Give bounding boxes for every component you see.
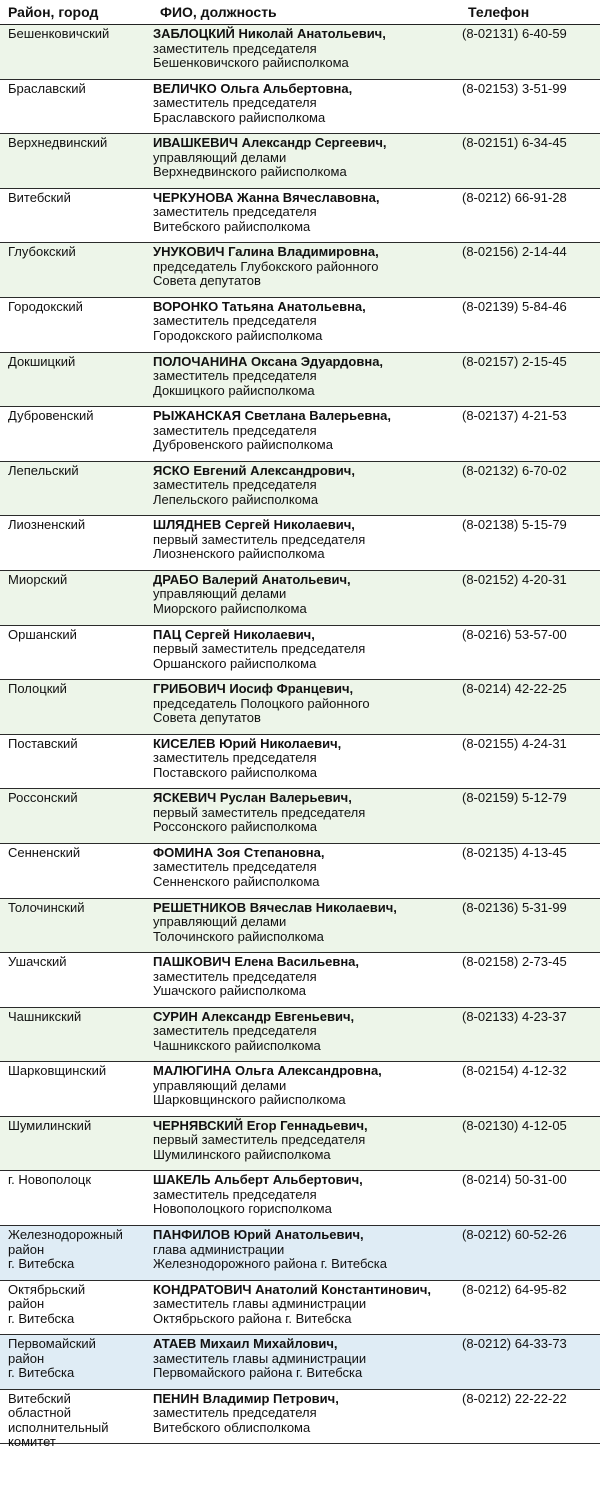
person-cell [153, 464, 458, 508]
person-position: заместитель председателя Ушачского райисполкома [153, 968, 317, 999]
phone-number: (8-0212) 64-95-82 [462, 1281, 567, 1297]
person-cell [153, 737, 458, 781]
district-cell [8, 1119, 150, 1134]
person-cell [153, 628, 458, 672]
district-name: Шарковщинский [8, 1063, 107, 1079]
phone-number: (8-02136) 5-31-99 [462, 899, 567, 915]
phone-number: (8-02153) 3-51-99 [462, 80, 567, 96]
district-name: г. Витебска [8, 1365, 75, 1381]
district-name: Дубровенский [8, 408, 94, 424]
person-name: ПОЛОЧАНИНА Оксана Эдуардовна, [153, 353, 384, 369]
district-cell [8, 300, 150, 315]
person-position: заместитель председателя Докшицкого райисполкома [153, 368, 317, 398]
header-phone: Телефон [468, 4, 530, 20]
table-row [0, 735, 600, 790]
district-name: Глубокский [8, 244, 76, 260]
person-position: первый заместитель председателя Оршанского райисполкома [153, 641, 366, 671]
person-position: первый заместитель председателя Россонского райисполкома [153, 804, 366, 835]
table-body [0, 25, 600, 1450]
person-position: глава администрации Железнодорожного района г. Витебска [153, 1241, 387, 1272]
district-name: Верхнедвинский [8, 135, 108, 151]
person-cell [153, 245, 458, 289]
district-name: Городокский [8, 298, 83, 314]
district-cell [8, 791, 150, 806]
district-cell [8, 955, 150, 970]
district-cell [8, 355, 150, 370]
person-cell [153, 682, 458, 726]
phone-number: (8-02155) 4-24-31 [462, 735, 567, 751]
table-row [0, 626, 600, 681]
phone-number: (8-02139) 5-84-46 [462, 298, 567, 314]
phone-number: (8-02151) 6-34-45 [462, 135, 567, 151]
table-row [0, 298, 600, 353]
person-position: управляющий делами Миорского райисполкома [153, 586, 307, 616]
person-cell [153, 355, 458, 399]
person-name: ЧЕРНЯВСКИЙ Егор Геннадьевич, [153, 1117, 368, 1133]
person-name: ВЕЛИЧКО Ольга Альбертовна, [153, 80, 353, 96]
district-name: Витебский [8, 1390, 71, 1406]
person-position: управляющий делами Верхнедвинского райисполкома [153, 149, 347, 180]
phone-number: (8-0212) 60-52-26 [462, 1227, 567, 1243]
district-name: Лепельский [8, 462, 79, 478]
table-row [0, 899, 600, 954]
person-name: УНУКОВИЧ Галина Владимировна, [153, 244, 379, 260]
person-name: МАЛЮГИНА Ольга Александровна, [153, 1063, 382, 1079]
district-cell [8, 245, 150, 260]
district-name: г. Новополоцк [8, 1172, 92, 1188]
district-name: Браславский [8, 80, 86, 96]
table-row [0, 516, 600, 571]
person-cell [153, 791, 458, 835]
person-position: заместитель главы администрации Октябрьского района г. Витебска [153, 1296, 367, 1326]
district-name: г. Витебска [8, 1310, 75, 1326]
district-cell [8, 518, 150, 533]
person-cell [153, 1392, 458, 1436]
person-cell [153, 1010, 458, 1054]
table-row [0, 1226, 600, 1281]
district-name: район [8, 1296, 45, 1312]
person-position: первый заместитель председателя Шумилинского райисполкома [153, 1132, 366, 1162]
person-name: РЫЖАНСКАЯ Светлана Валерьевна, [153, 408, 392, 424]
person-name: ПЕНИН Владимир Петрович, [153, 1390, 339, 1406]
table-row [0, 25, 600, 80]
district-cell [8, 136, 150, 151]
table-row [0, 789, 600, 844]
phone-number: (8-02137) 4-21-53 [462, 408, 567, 424]
person-position: управляющий делами Толочинского райисполкома [153, 914, 324, 944]
person-name: СУРИН Александр Евгеньевич, [153, 1008, 355, 1024]
district-cell [8, 682, 150, 697]
phone-number: (8-02133) 4-23-37 [462, 1008, 567, 1024]
person-name: РЕШЕТНИКОВ Вячеслав Николаевич, [153, 899, 397, 915]
person-name: КИСЕЛЕВ Юрий Николаевич, [153, 735, 342, 751]
person-name: ПАНФИЛОВ Юрий Анатольевич, [153, 1227, 364, 1243]
table-row [0, 953, 600, 1008]
person-name: ЗАБЛОЦКИЙ Николай Анатольевич, [153, 26, 386, 41]
person-name: ЯСКО Евгений Александрович, [153, 462, 355, 478]
phone-number: (8-0212) 22-22-22 [462, 1390, 567, 1406]
person-name: ФОМИНА Зоя Степановна, [153, 844, 325, 860]
table-row [0, 353, 600, 408]
person-name: АТАЕВ Михаил Михайлович, [153, 1336, 338, 1352]
district-cell [8, 1337, 150, 1381]
district-name: район [8, 1241, 45, 1257]
phone-number: (8-0214) 50-31-00 [462, 1172, 567, 1188]
district-name: Докшицкий [8, 353, 76, 369]
district-name: Лиозненский [8, 517, 86, 533]
district-name: Чашникский [8, 1008, 82, 1024]
person-cell [153, 1173, 458, 1217]
person-cell [153, 136, 458, 180]
phone-number: (8-02132) 6-70-02 [462, 462, 567, 478]
table-row [0, 1281, 600, 1336]
district-name: Шумилинский [8, 1117, 92, 1133]
table-row [0, 1008, 600, 1063]
person-position: заместитель председателя Чашникского райисполкома [153, 1023, 321, 1053]
district-name: комитет [8, 1434, 56, 1450]
phone-number: (8-02159) 5-12-79 [462, 790, 567, 806]
person-cell [153, 901, 458, 945]
phone-number: (8-0214) 42-22-25 [462, 681, 567, 697]
person-cell [153, 191, 458, 235]
table-row [0, 80, 600, 135]
table-row [0, 134, 600, 189]
person-cell [153, 1064, 458, 1108]
phone-number: (8-02157) 2-15-45 [462, 353, 567, 369]
district-name: Октябрьский [8, 1281, 86, 1297]
table-row [0, 1171, 600, 1226]
person-position: заместитель председателя Витебского райисполкома [153, 204, 317, 234]
phone-number: (8-02154) 4-12-32 [462, 1063, 567, 1079]
phone-number: (8-0212) 64-33-73 [462, 1336, 567, 1352]
phone-number: (8-02158) 2-73-45 [462, 954, 567, 970]
table-row [0, 407, 600, 462]
person-position: заместитель председателя Лепельского райисполкома [153, 477, 319, 507]
person-cell [153, 573, 458, 617]
person-position: заместитель председателя Браславского райисполкома [153, 95, 326, 125]
person-name: ШАКЕЛЬ Альберт Альбертович, [153, 1172, 363, 1188]
district-name: областной [8, 1405, 72, 1421]
district-cell [8, 846, 150, 861]
person-name: ДРАБО Валерий Анатольевич, [153, 571, 351, 587]
person-position: заместитель председателя Новополоцкого горисполкома [153, 1186, 332, 1217]
person-name: ИВАШКЕВИЧ Александр Сергеевич, [153, 135, 387, 151]
district-cell [8, 191, 150, 206]
person-name: ЯСКЕВИЧ Руслан Валерьевич, [153, 790, 352, 806]
person-position: заместитель председателя Витебского облисполкома [153, 1405, 317, 1435]
district-cell [8, 409, 150, 424]
district-cell [8, 464, 150, 479]
table-row [0, 1117, 600, 1172]
person-cell [153, 82, 458, 126]
district-name: г. Витебска [8, 1256, 75, 1272]
district-cell [8, 1228, 150, 1272]
person-name: ПАЦ Сергей Николаевич, [153, 626, 315, 642]
table-header [0, 0, 600, 25]
person-position: заместитель председателя Дубровенского райисполкома [153, 422, 333, 453]
district-cell [8, 27, 150, 42]
district-name: Первомайский [8, 1336, 96, 1352]
phone-number: (8-02130) 4-12-05 [462, 1117, 567, 1133]
person-cell [153, 518, 458, 562]
person-cell [153, 1283, 458, 1327]
district-name: Миорский [8, 571, 68, 587]
district-name: Витебский [8, 189, 71, 205]
phone-number: (8-0212) 66-91-28 [462, 189, 567, 205]
person-name: ШЛЯДНЕВ Сергей Николаевич, [153, 517, 355, 533]
person-position: первый заместитель председателя Лиозненского райисполкома [153, 531, 366, 562]
person-position: председатель Глубокского районного Совета депутатов [153, 258, 379, 289]
table-row [0, 1335, 600, 1390]
district-cell [8, 901, 150, 916]
person-cell [153, 846, 458, 890]
table-row [0, 462, 600, 517]
person-cell [153, 27, 458, 71]
header-district: Район, город [8, 4, 99, 20]
table-row [0, 1390, 600, 1450]
person-name: ГРИБОВИЧ Иосиф Францевич, [153, 681, 354, 697]
person-name: ВОРОНКО Татьяна Анатольевна, [153, 298, 366, 314]
district-name: Оршанский [8, 626, 77, 642]
person-name: ЧЕРКУНОВА Жанна Вячеславовна, [153, 189, 380, 205]
person-position: заместитель председателя Городокского райисполкома [153, 313, 323, 343]
district-cell [8, 82, 150, 97]
district-name: Толочинский [8, 899, 85, 915]
district-name: район [8, 1350, 45, 1366]
district-name: Россонский [8, 790, 78, 806]
district-cell [8, 1283, 150, 1327]
person-position: заместитель председателя Сенненского райисполкома [153, 859, 320, 889]
district-cell [8, 1173, 150, 1188]
phone-number: (8-02156) 2-14-44 [462, 244, 567, 260]
person-cell [153, 1337, 458, 1381]
phone-number: (8-02135) 4-13-45 [462, 844, 567, 860]
table-row [0, 571, 600, 626]
person-position: заместитель председателя Поставского райисполкома [153, 750, 318, 780]
district-name: Поставский [8, 735, 78, 751]
person-cell [153, 409, 458, 453]
person-name: КОНДРАТОВИЧ Анатолий Константинович, [153, 1281, 432, 1297]
person-position: заместитель председателя Бешенковичского райисполкома [153, 40, 349, 70]
district-cell [8, 628, 150, 643]
district-cell [8, 1064, 150, 1079]
district-name: Бешенковичский [8, 26, 110, 41]
table-row [0, 680, 600, 735]
district-name: Сенненский [8, 844, 81, 860]
table-row [0, 844, 600, 899]
person-position: председатель Полоцкого районного Совета депутатов [153, 695, 370, 726]
table-row [0, 1062, 600, 1117]
person-cell [153, 1228, 458, 1272]
phone-number: (8-0216) 53-57-00 [462, 626, 567, 642]
person-cell [153, 300, 458, 344]
person-cell [153, 955, 458, 999]
table-row [0, 243, 600, 298]
district-cell [8, 573, 150, 588]
header-name: ФИО, должность [160, 4, 277, 20]
district-cell [8, 737, 150, 752]
district-name: Железнодорожный [8, 1227, 123, 1243]
district-name: исполнительный [8, 1419, 109, 1435]
person-position: управляющий делами Шарковщинского райисполкома [153, 1077, 346, 1108]
person-position: заместитель главы администрации Первомайского района г. Витебска [153, 1350, 367, 1381]
district-cell [8, 1010, 150, 1025]
table-row [0, 189, 600, 244]
phone-number: (8-02152) 4-20-31 [462, 571, 567, 587]
district-name: Полоцкий [8, 681, 67, 697]
district-name: Ушачский [8, 954, 67, 970]
person-name: ПАШКОВИЧ Елена Васильевна, [153, 954, 360, 970]
phone-number: (8-02131) 6-40-59 [462, 26, 567, 41]
phone-number: (8-02138) 5-15-79 [462, 517, 567, 533]
person-cell [153, 1119, 458, 1163]
district-cell [8, 1392, 150, 1450]
